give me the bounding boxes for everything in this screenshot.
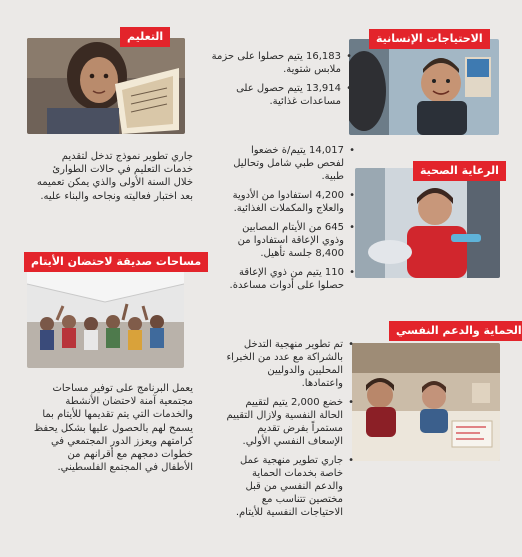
list-item: • خضع 2,000 يتيم لتقييم الحالة النفسية ولازال التقييم مستمراً بفرض تقديم الإسعاف النفسي الأولي. bbox=[223, 396, 343, 448]
list-item: • تم تطوير منهجية التدخل بالشراكة مع عدد من الخبراء المحليين والدوليين واعتمادها. bbox=[223, 338, 343, 390]
health-title: الرعاية الصحية bbox=[413, 161, 506, 181]
list-item: • 13,914 يتيم حصول على مساعدات غذائية. bbox=[211, 82, 341, 108]
list-item: • 110 يتيم من ذوي الإعاقة حصلوا على أدوات مساعدة. bbox=[226, 266, 344, 292]
safe-spaces-title: مساحات صديقة لاحتضان الأيتام bbox=[24, 252, 208, 272]
health-list bbox=[226, 144, 356, 298]
safe-spaces-text: يعمل البرنامج على توفير مساحات مجتمعية آمنة لاحتضان الأنشطة والخدمات التي يتم تقديمها للأيتام بما يسمح لهم بالحصول عليها بشكل يحفظ كرامتهم ويعزز الدور المجتمعي في خطوات دمجهم مع أقرانهم من الأطفال في المجتمع الفلسطيني. bbox=[33, 383, 193, 474]
psychosocial-title: الحماية والدعم النفسي bbox=[389, 321, 522, 341]
psychosocial-photo bbox=[352, 343, 500, 461]
education-title: التعليم bbox=[120, 27, 170, 47]
humanitarian-photo bbox=[349, 39, 499, 135]
list-item: • 14,017 يتيم/ة خضعوا لفحص طبي شامل وتحاليل طبية. bbox=[226, 144, 344, 183]
safe-spaces-photo bbox=[27, 262, 184, 368]
psychosocial-list bbox=[223, 338, 355, 525]
list-item: • 4,200 استفادوا من الأدوية والعلاج والمكملات الغذائية. bbox=[226, 189, 344, 215]
humanitarian-list bbox=[211, 50, 353, 114]
list-item: • 645 من الأيتام المصابين وذوي الإعاقة استفادوا من 8,400 جلسة تأهيل. bbox=[226, 221, 344, 260]
health-photo bbox=[355, 168, 500, 278]
education-text: جاري تطوير نموذج تدخل لتقديم خدمات التعليم في حالات الطوارئ خلال السنة الأولى والذي يمكن تعميمه بعد اختبار فعاليته ونجاحه والبناء عليه. bbox=[36, 151, 193, 202]
humanitarian-title: الاحتياجات الإنسانية bbox=[369, 29, 490, 49]
education-photo bbox=[27, 38, 185, 134]
list-item: • 16,183 يتيم حصلوا على حزمة ملابس شتوية. bbox=[211, 50, 341, 76]
list-item: • جاري تطوير منهجية عمل خاصة بخدمات الحماية والدعم النفسي من قبل مختصين تتناسب مع الاحتياجات النفسية للأيتام. bbox=[223, 454, 343, 519]
